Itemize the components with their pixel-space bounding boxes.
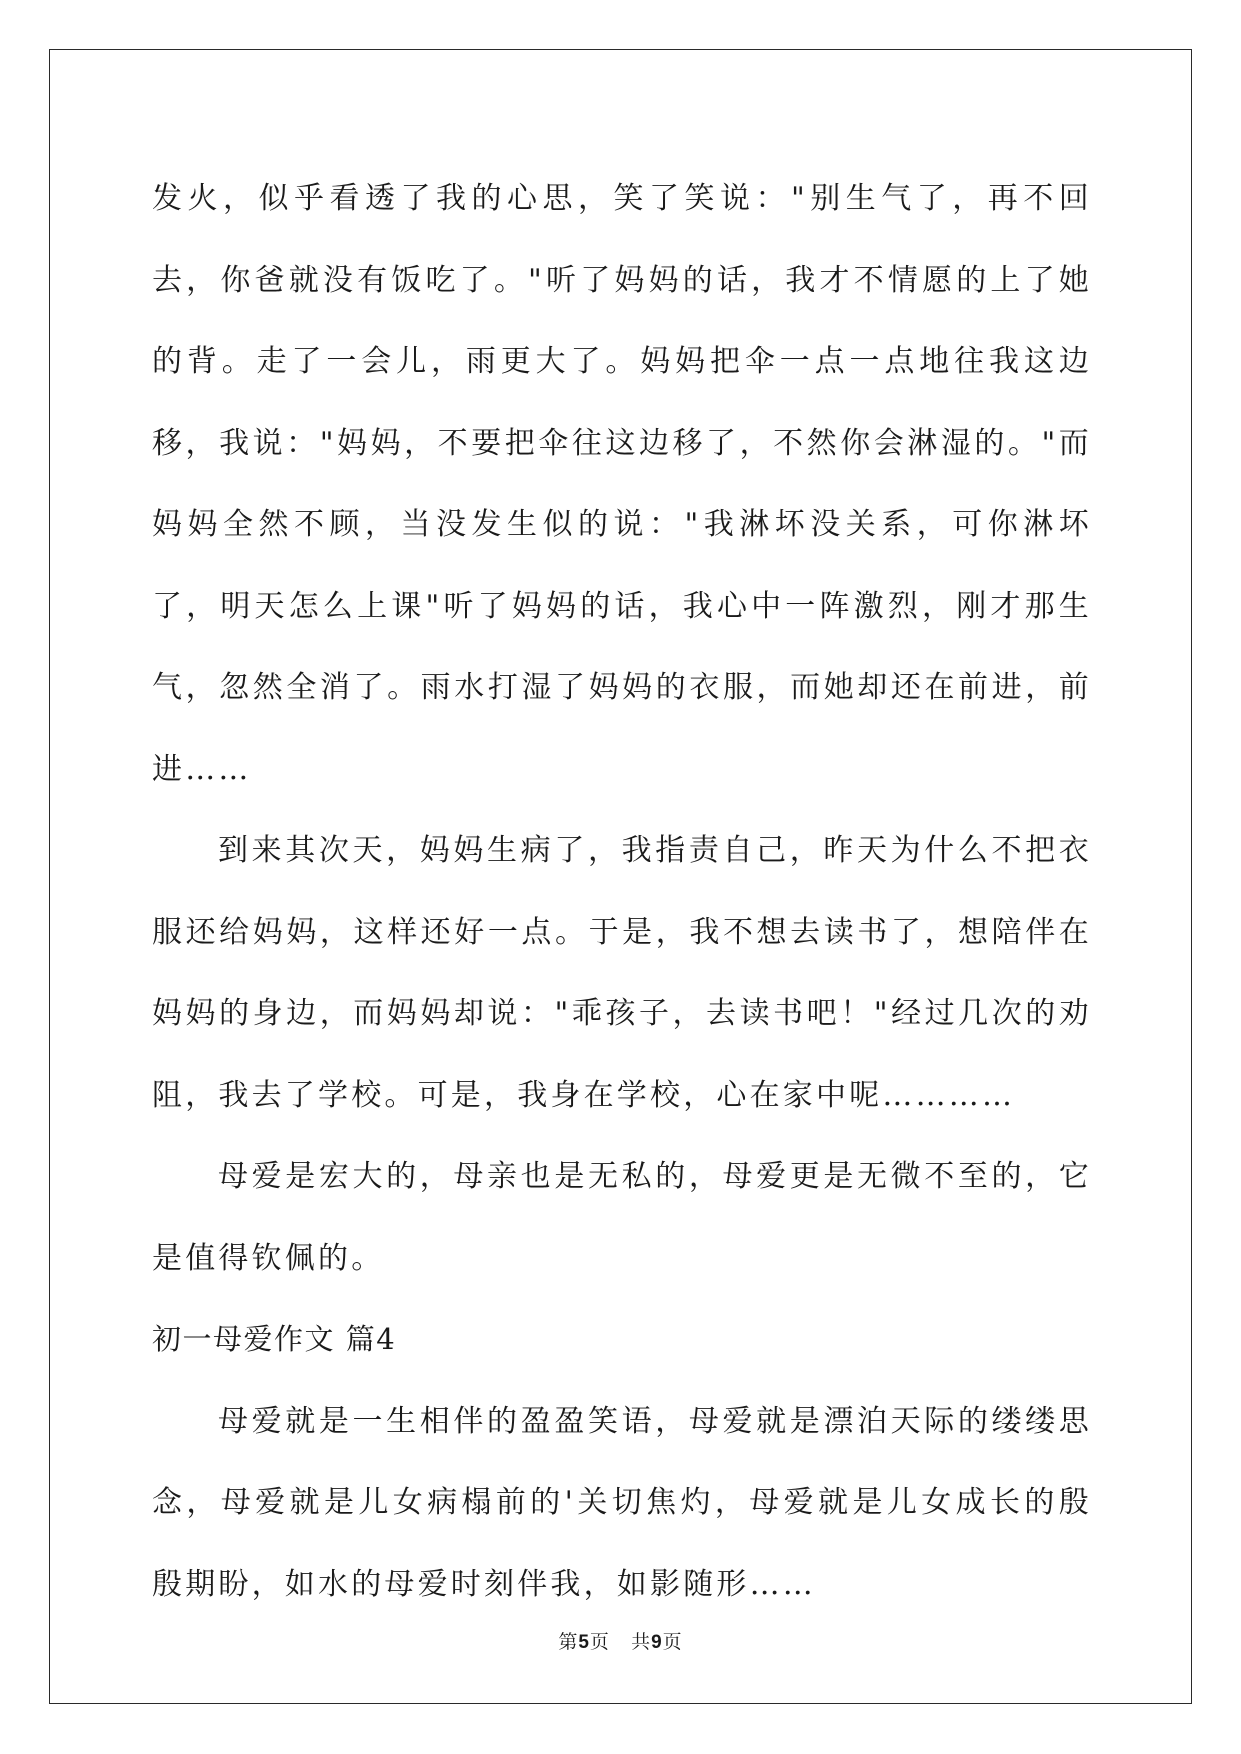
total-prefix: 共 xyxy=(631,1631,652,1653)
paragraph-essay-4-intro: 母爱就是一生相伴的盈盈笑语，母爱就是漂泊天际的缕缕思念，母爱就是儿女病榻前的'关切焦灼，母爱就是儿女成长的殷殷期盼，如水的母爱时刻伴我，如影随形…… xyxy=(152,1403,1092,1602)
paragraph-continued: 发火，似乎看透了我的心思，笑了笑说："别生气了，再不回去，你爸就没有饭吃了。"听了妈妈的话，我才不情愿的上了她的背。走了一会儿，雨更大了。妈妈把伞一点一点地往我这边移，我说："妈妈，不要把伞往这边移了，不然你会淋湿的。"而妈妈全然不顾，当没发生似的说："我淋坏没关系，可你淋坏了，明天怎么上课"听了妈妈的话，我心中一阵激烈，刚才那生气，忽然全消了。雨水打湿了妈妈的衣服，而她却还在前进，前进…… xyxy=(152,181,1092,787)
total-page-count: 9 xyxy=(651,1632,663,1653)
section-heading: 初一母爱作文 篇4 xyxy=(152,1322,397,1356)
page-suffix: 页 xyxy=(589,1631,610,1653)
current-page-number: 5 xyxy=(578,1632,590,1653)
paragraph-next-day: 到来其次天，妈妈生病了，我指责自己，昨天为什么不把衣服还给妈妈，这样还好一点。于是，我不想去读书了，想陪伴在妈妈的身边，而妈妈却说："乖孩子，去读书吧！"经过几次的劝阻，我去了学校。可是，我身在学校，心在家中呢………… xyxy=(152,833,1092,1113)
page-number-footer xyxy=(0,1627,1241,1654)
document-body xyxy=(152,158,1092,1625)
page-prefix: 第 xyxy=(558,1631,579,1653)
paragraph-conclusion: 母爱是宏大的，母亲也是无私的，母爱更是无微不至的，它是值得钦佩的。 xyxy=(152,1159,1092,1276)
total-suffix: 页 xyxy=(662,1631,683,1653)
